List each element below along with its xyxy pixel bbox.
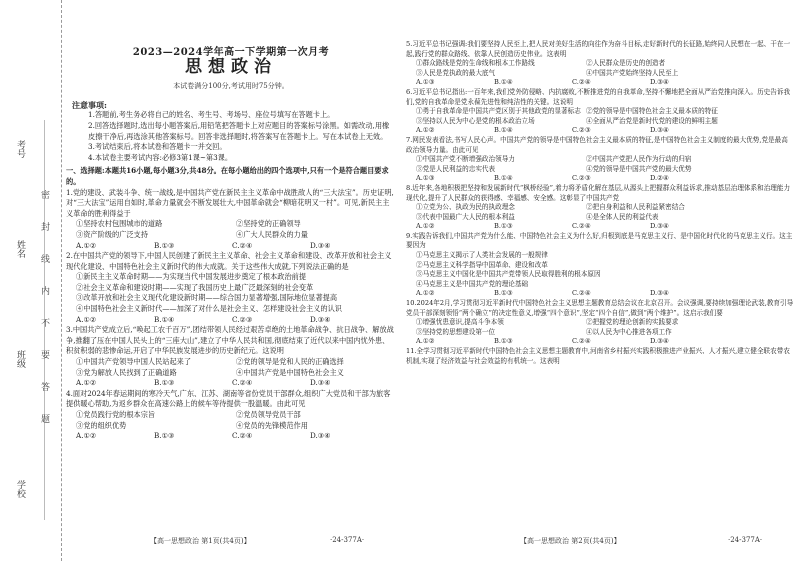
option[interactable]: D.③④ [310,314,331,324]
subitem: ①增强忧患意识,提高斗争本领 [416,318,504,327]
exam-info: 本试卷满分100分,考试用时75分钟。 [173,82,289,91]
binding-label-school: 学校 [15,480,25,498]
subitem: ④中国特色社会主义新时代——加深了对什么是社会主义、怎样建设社会主义的认识 [76,304,342,314]
option[interactable]: A.①③ [416,174,435,183]
note-item: 2.回答选择题时,选出每小题答案后,用铅笔把答题卡上对应题目的答案标号涂黑。如需改动,用橡皮擦干净后,再选涂其他答案标号。回答非选择题时,将答案写在答题卡上。写在本试卷上无效。 [88,120,390,141]
subitem: ①中国共产党领导中国人民站起来了 [76,357,192,367]
option[interactable]: B.①③ [154,431,175,441]
question-9: 9.实践告诉我们,中国共产党为什么能、中国特色社会主义为什么好,归根到底是马克思主义行、是中国化时代化的马克思主义行。这主要因为 [406,231,793,250]
option[interactable]: C.②④ [572,289,591,298]
option[interactable]: B.①③ [494,289,513,298]
right-page [406,40,794,366]
option[interactable]: A.①② [416,289,435,298]
option[interactable]: A.①② [416,337,435,346]
seal-word: 内 [39,286,49,295]
note-item: 4.本试卷主要考试内容:必修3第1课~第3课。 [88,152,233,162]
option[interactable]: C.②④ [232,378,253,388]
option[interactable]: A.①③ [416,78,435,87]
subitem: ①坚持农村包围城市的道路 [76,219,163,229]
binding-label-class: 班级 [15,350,25,368]
subitem: ③代表中国最广大人民的根本利益 [416,212,515,221]
subitem: ④中国共产党是中国特色社会主义 [236,367,344,377]
binding-label-name: 姓名 [15,240,25,258]
subitem: ②人民群众是历史的创造者 [586,59,666,68]
option[interactable]: D.③④ [650,289,669,298]
question-1-subitems-2 [66,230,396,241]
option[interactable]: A.①② [416,126,435,135]
subitem: ③坚持党的思想建设第一位 [416,327,496,336]
subitem: ④广大人民群众的力量 [236,229,308,239]
question-2: 2.在中国共产党的领导下,中国人民创建了新民主主义革命、社会主义革命和建设、改革开放和社会主义现代化建设、中国特色社会主义新时代的伟大成就。关于这些伟大成就,下列说法正确的是 [66,251,392,271]
question-10-options [406,337,794,347]
subitem: ②社会主义革命和建设时期——实现了我国历史上最广泛最深刻的社会变革 [76,282,314,292]
option[interactable]: C.②③ [572,126,591,135]
subitem: ④以人民为中心推进各项工作 [586,327,672,336]
question-8: 8.近年来,各地积极把坚持和发展新时代“枫桥经验”,着力将矛盾化解在基层,从源头上把握群众利益诉求,推动基层治理体系和治理能力现代化,提升了人民群众的获得感、幸福感、安全感。这彰显了中国共产党 [406,183,791,202]
option[interactable]: C.②③ [232,314,253,324]
subitem: ③改革开放和社会主义现代化建设新时期——综合国力显著增强,国际地位显著提高 [76,293,338,303]
question-11: 11.全学习贯彻习近平新时代中国特色社会主义思想主题教育中,河南省乡村振兴实践积极推进产业振兴、人才振兴,建立健全联农带农机制,实现了经济效益与社会效益的有机统一。这表明 [406,347,790,365]
question-2-subitems [66,272,396,314]
option[interactable]: C.②④ [572,337,591,346]
subitem: ①党员践行党的根本宗旨 [76,410,156,419]
subitem: ③资产阶级的广泛支持 [76,229,148,239]
question-1-options [66,241,396,252]
section-heading: 一、选择题:本题共16小题,每小题3分,共48分。在每小题给出的四个选项中,只有一个是符合题目要求的。 [66,166,389,186]
question-5-options [406,78,794,88]
option[interactable]: B.①③ [154,240,175,250]
subitem: ①立党为公、执政为民的执政理念 [416,203,515,212]
option[interactable]: B.①④ [154,314,175,324]
subitem: ②坚持党的正确领导 [236,219,301,229]
question-6-options [406,126,794,136]
question-7-subitems-2 [406,165,794,175]
seal-word: 要 [39,350,49,359]
subitem: ②党员领导党员干部 [236,410,301,419]
footer-right-code: ·24-377A· [728,536,763,544]
question-3: 3.中国共产党成立后,“唤起工农千百万”,团结带领人民经过艰苦卓绝的土地革命战争、抗日战争、解放战争,推翻了压在中国人民头上的“三座大山”,建立了中华人民共和国,彻底结束了近代以来中国内忧外患、积贫积弱的悲惨命运,开启了中华民族发展进步的历史新纪元。这说明 [66,325,394,356]
question-1-subitems [66,219,396,230]
question-8-options [406,222,794,232]
note-item: 3.考试结束后,将本试卷和答题卡一并交回。 [88,142,227,152]
option[interactable]: A.①② [76,378,97,388]
exam-title: 2023—2024学年高一下学期第一次月考 [132,47,330,58]
option[interactable]: B.①③ [494,337,513,346]
seal-word: 封 [39,222,49,231]
question-3-subitems-2 [66,368,396,379]
subitem: ②把自身利益和人民利益紧密结合 [586,203,685,212]
option[interactable]: B.①④ [494,174,513,183]
seal-word: 线 [39,254,49,263]
question-4-subitems-2 [66,421,396,432]
option[interactable]: D.③④ [650,78,669,87]
option[interactable]: D.③④ [650,337,669,346]
subitem: ①勇于自我革命是中国共产党区别于其他政党的显著标志 [416,107,581,116]
subitem: ③马克思主义中国化是中国共产党带领人民取得胜利的根本原因 [416,270,601,279]
question-9-options [406,289,794,299]
left-page [66,40,396,442]
subitem: ②马克思主义科学指导中国革命、建设和改革 [416,260,548,269]
question-4-subitems [66,410,396,421]
subitem: ①新民主主义革命时期——为实现当代中国发展进步奠定了根本政治前提 [76,272,307,282]
seal-word: 密 [39,190,49,199]
subitem: ③坚持以人民为中心是党的根本政治立场 [416,116,535,125]
question-7-subitems [406,155,794,165]
subitem: ④党的领导是中国共产党的最大优势 [586,164,692,173]
option[interactable]: C.②④ [232,240,253,250]
footer-left-code: ·24-377A· [330,536,365,544]
question-6-subitems [406,107,794,117]
footer-left-page: 【高一思想政治 第1页(共4页)】 [150,537,251,545]
subitem: ②中国共产党把人民作为行动的归宿 [586,155,692,164]
subitem: ③党为解放人民找到了正确道路 [76,367,177,377]
option[interactable]: D.③④ [310,240,331,250]
subitem: ③党是人民利益的忠实代表 [416,164,496,173]
option[interactable]: A.①② [76,314,97,324]
subitem: ④党员的先锋模范作用 [236,420,308,430]
question-10-subitems [406,318,794,328]
subitem: ②党的领导是中国特色社会主义最本质的特征 [586,107,718,116]
option[interactable]: D.③④ [650,222,669,231]
question-7-options [406,174,794,184]
subject-title: 思想政治 [185,56,277,77]
option[interactable]: C.②④ [572,78,591,87]
binding-strip [0,0,62,561]
subitem: ④全面从严治党是新时代党的建设的鲜明主题 [586,116,718,125]
footer-right-page: 【高一思想政治 第2页(共4页)】 [520,537,621,545]
question-1: 1.党的建设、武装斗争、统一战线,是中国共产党在新民主主义革命中战胜敌人的“三大法宝”。历史证明,对“三大法宝”运用自如时,革命力量就会不断发展壮大,中国革命就会“柳暗花明又一村”。可见,新民主主义革命的胜利得益于 [66,187,394,218]
question-5-subitems [406,59,794,69]
notes-title: 注意事项: [72,99,107,110]
option[interactable]: D.③④ [650,126,669,135]
subitem: ①马克思主义揭示了人类社会发展的一般规律 [416,251,548,260]
option[interactable]: A.①② [76,240,97,250]
question-4-options [66,431,396,442]
question-6-subitems-2 [406,117,794,127]
subitem: ②党的领导是党和人民的正确选择 [236,357,344,367]
note-item: 1.答题前,考生务必将自己的姓名、考生号、考场号、座位号填写在答题卡上。 [88,110,335,120]
question-8-subitems [406,203,794,213]
option[interactable]: D.②④ [650,174,669,183]
option[interactable]: D.③④ [310,431,331,441]
subitem: ③党的组织优势 [76,420,127,430]
question-9-subitems [406,251,794,289]
option[interactable]: A.①② [416,222,435,231]
question-2-options [66,315,396,326]
question-3-options [66,378,396,389]
question-10: 10.2024年2月,学习贯彻习近平新时代中国特色社会主义思想主题教育总结会议在北京召开。会议强调,要持续加强理论武装,教育引导党员干部深刻领悟“两个确立”的决定性意义,增强“四个意识”,坚定“四个自信”,做到“两个维护”。这启示我们要 [406,299,794,317]
seal-word: 答 [39,382,49,391]
question-8-subitems-2 [406,213,794,223]
subitem: ③人民是党执政的最大底气 [416,68,496,77]
option[interactable]: B.①④ [494,126,513,135]
option[interactable]: B.①③ [494,222,513,231]
seal-word: 不 [39,318,49,327]
option[interactable]: C.②④ [572,222,591,231]
question-5: 5.习近平总书记强调:我们要坚持人民至上,把人民对美好生活的向往作为奋斗目标,走好新时代的长征路,始终同人民想在一起、干在一起,践行党的群众路线、依靠人民创造历史伟业。这表明 [406,40,791,58]
question-7: 7.网民发表看法,书写人民心声。中国共产党的领导是中国特色社会主义最本质的特征,是中国特色社会主义制度的最大优势,党是最高政治领导力量。由此可见 [406,135,788,154]
question-5-subitems-2 [406,69,794,79]
subitem: ④是全体人民的利益代表 [586,212,659,221]
subitem: ④马克思主义是中国共产党的理论基础 [416,279,529,288]
option[interactable]: B.①③ [154,378,175,388]
option[interactable]: C.②③ [572,174,591,183]
question-6: 6.习近平总书记指出:一百年来,我们党外防侵略、内抗腐败,不断推进党的自我革命,坚持不懈地把全面从严治党推向深入。历史告诉我们,党的自我革命是党永葆先进性和纯洁性的关键。这说明 [406,87,791,106]
question-4: 4.面对2024年春运期间的寒冷天气,广东、江苏、湖南等省份党员干部群众,组织广大党员和干部为旅客提供暖心帮助,为返乡群众在高速公路上的候车等待提供一股温暖。由此可见 [66,388,391,409]
binding-label-exam-number: 考号 [15,140,25,158]
option[interactable]: A.①② [76,431,97,441]
seal-word: 题 [39,414,49,423]
option[interactable]: C.②④ [232,431,253,441]
option[interactable]: D.③④ [310,378,331,388]
subitem: ④中国共产党始终坚持人民至上 [586,68,679,77]
subitem: ②把握党的理论创新的实践要求 [586,318,679,327]
option[interactable]: B.①④ [494,78,513,87]
subitem: ①群众路线是党的生命线和根本工作路线 [416,59,535,68]
subitem: ①中国共产党不断增强政治领导力 [416,155,515,164]
question-10-subitems-2 [406,328,794,338]
question-3-subitems [66,357,396,368]
